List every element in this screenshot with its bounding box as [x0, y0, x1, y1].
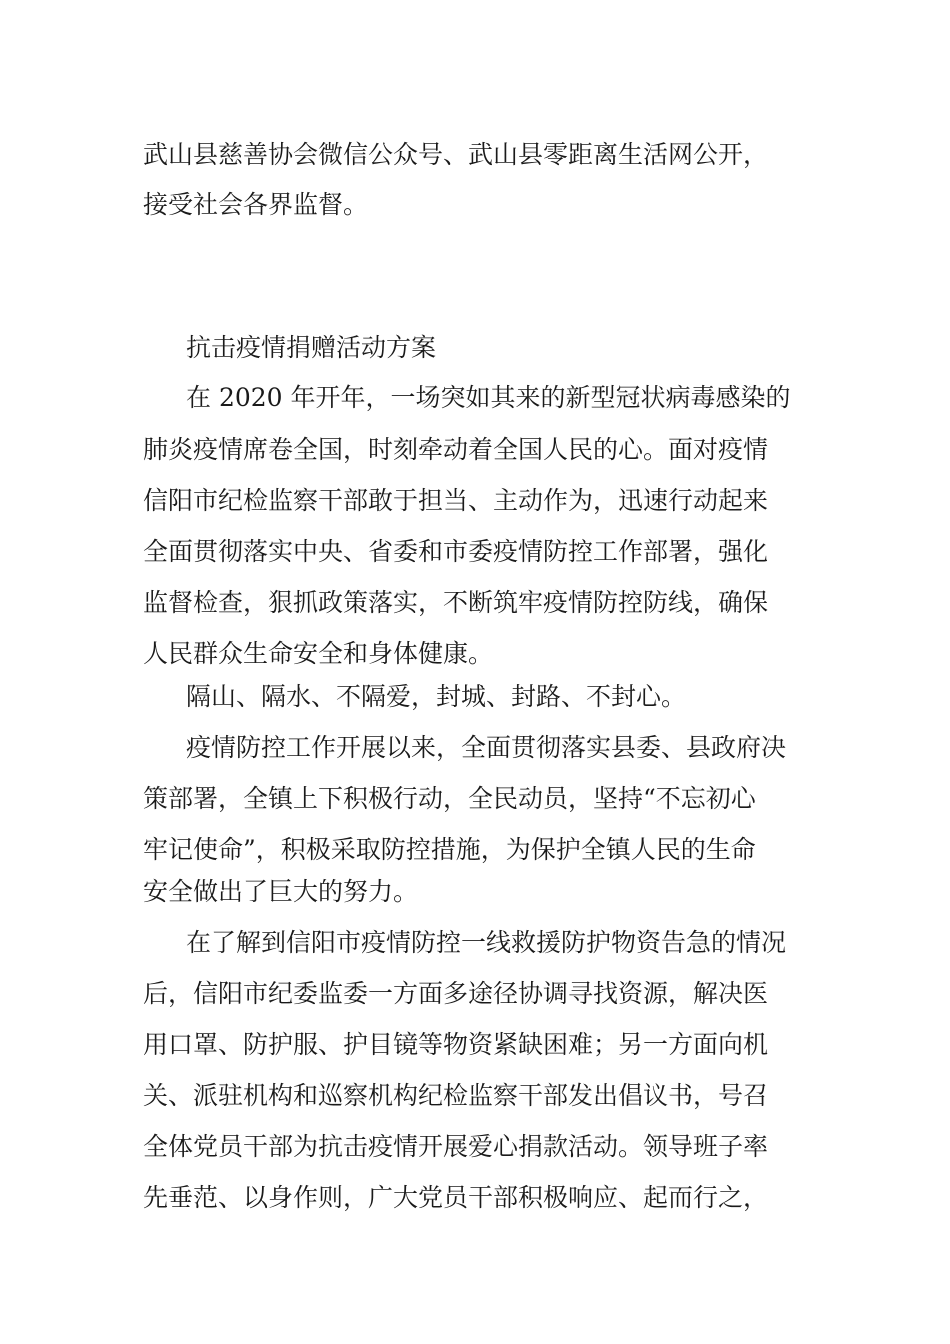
paragraph-3-line-1: 疫情防控工作开展以来，全面贯彻落实县委、县政府决 — [186, 733, 787, 762]
paragraph-1-line-6: 人民群众生命安全和身体健康。 — [143, 639, 494, 668]
paragraph-1-line-1: 在 2020 年开年，一场突如其来的新型冠状病毒感染的 — [186, 383, 791, 412]
paragraph-4-line-3: 用口罩、防护服、护目镜等物资紧缺困难；另一方面向机 — [143, 1030, 769, 1059]
paragraph-1-line-5: 监督检查，狠抓政策落实，不断筑牢疫情防控防线，确保 — [143, 588, 769, 617]
paragraph-3-line-4: 安全做出了巨大的努力。 — [143, 877, 419, 906]
paragraph-4-line-5: 全体党员干部为抗击疫情开展爱心捐款活动。领导班子率 — [143, 1132, 769, 1161]
paragraph-4-line-6: 先垂范、以身作则，广大党员干部积极响应、起而行之， — [143, 1183, 769, 1212]
paragraph-4-line-2: 后，信阳市纪委监委一方面多途径协调寻找资源，解决医 — [143, 979, 769, 1008]
paragraph-2-line-1: 隔山、隔水、不隔爱，封城、封路、不封心。 — [186, 682, 687, 711]
paragraph-top-line-2: 接受社会各界监督。 — [143, 190, 369, 219]
paragraph-4-line-4: 关、派驻机构和巡察机构纪检监察干部发出倡议书，号召 — [143, 1081, 769, 1110]
paragraph-3-line-2: 策部署，全镇上下积极行动，全民动员，坚持“不忘初心 — [143, 784, 756, 813]
paragraph-4-line-1: 在了解到信阳市疫情防控一线救援防护物资告急的情况 — [186, 928, 787, 957]
paragraph-3-line-3: 牢记使命”，积极采取防控措施，为保护全镇人民的生命 — [143, 835, 756, 864]
paragraph-1-line-2: 肺炎疫情席卷全国，时刻牵动着全国人民的心。面对疫情 — [143, 435, 769, 464]
paragraph-1-line-3: 信阳市纪检监察干部敢于担当、主动作为，迅速行动起来 — [143, 486, 769, 515]
paragraph-1-line-4: 全面贯彻落实中央、省委和市委疫情防控工作部署，强化 — [143, 537, 769, 566]
document-heading: 抗击疫情捐赠活动方案 — [186, 333, 437, 362]
paragraph-top-line-1: 武山县慈善协会微信公众号、武山县零距离生活网公开， — [143, 140, 769, 169]
